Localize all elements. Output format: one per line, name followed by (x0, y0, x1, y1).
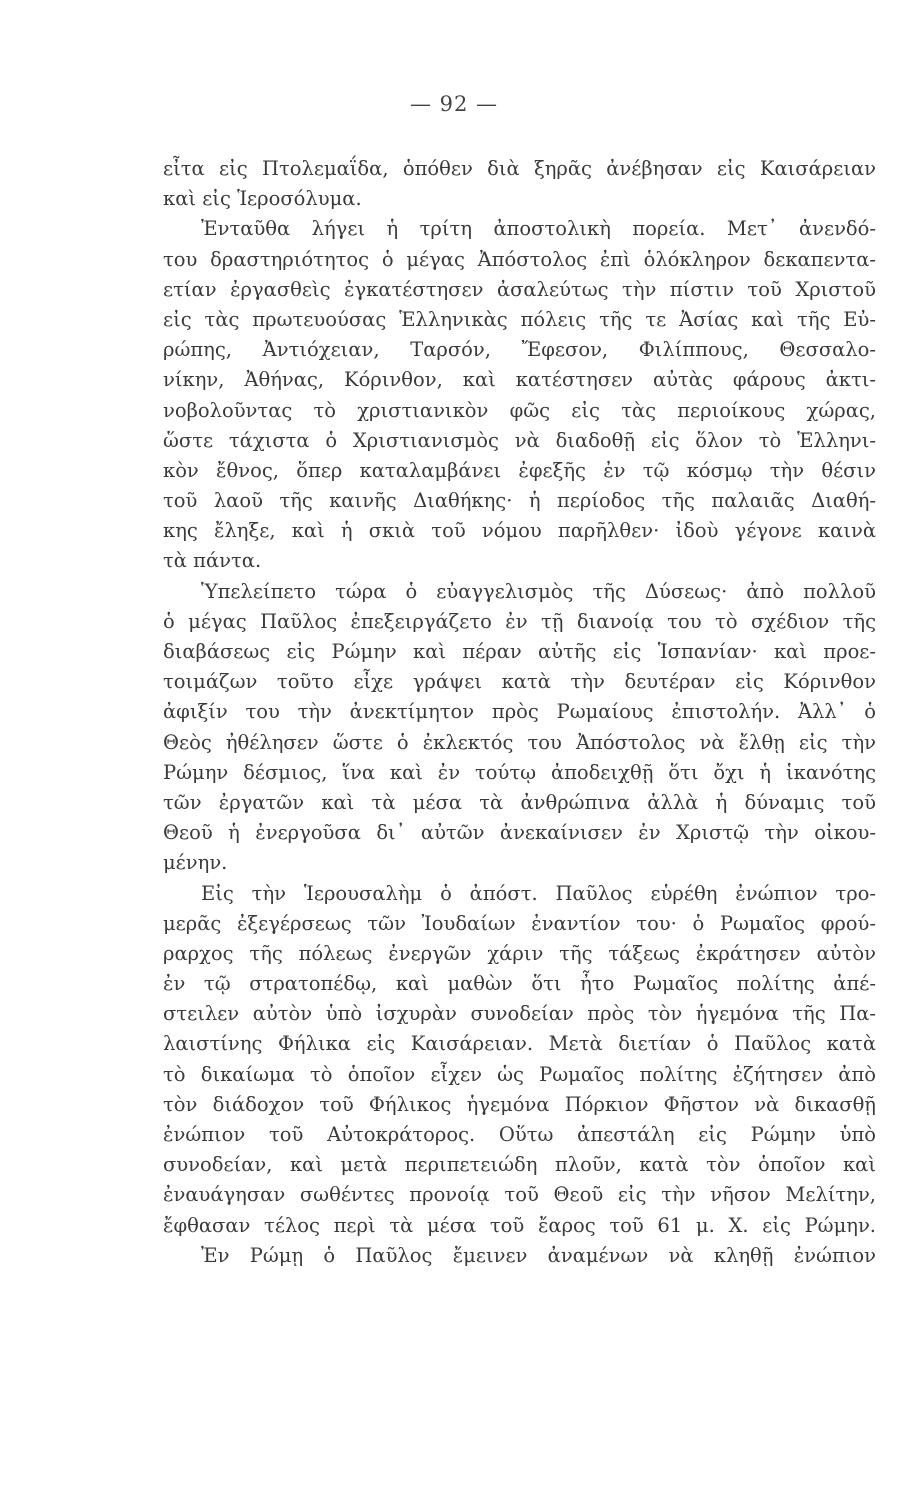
text-line: ετίαν ἐργασθεὶς ἐγκατέστησεν ἀσαλεύτως τὴν πίστιν τοῦ Χριστοῦ (163, 277, 876, 301)
text-line: διαβάσεως εἰς Ρώμην καὶ πέραν αὐτῆς εἰς Ἱσπανίαν· καὶ προε- (163, 640, 876, 663)
text-line: εἰς τὰς πρωτευούσας Ἑλληνικὰς πόλεις τῆς τε Ἀσίας καὶ τῆς Εὐ- (163, 307, 876, 331)
text-line: εἶτα εἰς Πτολεμαΐδα, ὁπόθεν διὰ ξηρᾶς ἀνέβησαν εἰς Καισάρειαν (163, 157, 876, 180)
text-line: Ἐν Ρώμῃ ὁ Παῦλος ἔμεινεν ἀναμένων νὰ κληθῇ ἐνώπιον (201, 1243, 876, 1267)
text-line: Θεὸς ἠθέλησεν ὥστε ὁ ἐκλεκτός του Ἀπόστολος νὰ ἔλθῃ εἰς τὴν (163, 730, 876, 754)
text-line: κὸν ἔθνος, ὅπερ καταλαμβάνει ἐφεξῆς ἐν τῷ κόσμῳ τὴν θέσιν (163, 458, 876, 482)
text-line: τοιμάζων τοῦτο εἶχε γράψει κατὰ τὴν δευτέραν εἰς Κόρινθον (163, 670, 876, 694)
text-line: ὥστε τάχιστα ὁ Χριστιανισμὸς νὰ διαδοθῇ εἰς ὅλον τὸ Ἑλληνι- (163, 428, 876, 452)
text-line: Ἐνταῦθα λήγει ἡ τρίτη ἀποστολικὴ πορεία. Μετ᾽ ἀνενδό- (201, 217, 876, 241)
text-line: μένην. (163, 851, 228, 875)
text-line: ἐνώπιον τοῦ Αὐτοκράτορος. Οὕτω ἀπεστάλη εἰς Ρώμην ὑπὸ (163, 1123, 876, 1146)
text-line: Εἰς τὴν Ἱερουσαλὴμ ὁ ἀπόστ. Παῦλος εὑρέθη ἐνώπιον τρο- (201, 881, 876, 905)
text-line: τὸ δικαίωμα τὸ ὁποῖον εἶχεν ὡς Ρωμαῖος πολίτης ἐζήτησεν ἀπὸ (163, 1062, 876, 1086)
text-line: συνοδείαν, καὶ μετὰ περιπετειώδη πλοῦν, κατὰ τὸν ὁποῖον καὶ (163, 1153, 876, 1177)
text-line: νίκην, Ἀθήνας, Κόρινθον, καὶ κατέστησεν αὐτὰς φάρους ἀκτι- (163, 368, 876, 392)
text-line: τὰ πάντα. (163, 549, 262, 573)
text-line: του δραστηριότητος ὁ μέγας Ἀπόστολος ἐπὶ ὁλόκληρον δεκαπεντα- (163, 247, 876, 271)
text-line: ὁ μέγας Παῦλος ἐπεξειργάζετο ἐν τῇ διανοίᾳ του τὸ σχέδιον τῆς (163, 609, 876, 633)
text-line: Θεοῦ ἡ ἐνεργοῦσα δι᾽ αὐτῶν ἀνεκαίνισεν ἐν Χριστῷ τὴν οἰκου- (163, 821, 876, 845)
text-line: Ρώμην δέσμιος, ἵνα καὶ ἐν τούτῳ ἀποδειχθῇ ὅτι ὄχι ἡ ἱκανότης (163, 760, 876, 784)
text-line: Ὑπελείπετο τώρα ὁ εὐαγγελισμὸς τῆς Δύσεως· ἀπὸ πολλοῦ (201, 579, 876, 603)
page-number: — 92 — (409, 92, 499, 116)
text-line: κης ἔληξε, καὶ ἡ σκιὰ τοῦ νόμου παρῆλθεν· ἰδοὺ γέγονε καινὰ (163, 519, 876, 543)
text-line: ἐν τῷ στρατοπέδῳ, καὶ μαθὼν ὅτι ἦτο Ρωμαῖος πολίτης ἀπέ- (163, 972, 876, 996)
text-line: ἔφθασαν τέλος περὶ τὰ μέσα τοῦ ἔαρος τοῦ 61 μ. Χ. εἰς Ρώμην. (163, 1213, 876, 1237)
text-line: τῶν ἐργατῶν καὶ τὰ μέσα τὰ ἀνθρώπινα ἀλλὰ ἡ δύναμις τοῦ (163, 790, 876, 814)
text-line: ραρχος τῆς πόλεως ἐνεργῶν χάριν τῆς τάξεως ἐκράτησεν αὐτὸν (163, 941, 876, 965)
text-line: καὶ εἰς Ἱεροσόλυμα. (163, 187, 362, 211)
body-text (163, 154, 876, 1271)
text-line: μερᾶς ἐξεγέρσεως τῶν Ἰουδαίων ἐναντίον του· ὁ Ρωμαῖος φρού- (163, 911, 876, 935)
text-line: ρώπης, Ἀντιόχειαν, Ταρσόν, Ἔφεσον, Φιλίππους, Θεσσαλο- (163, 338, 876, 362)
text-line: ἀφιξίν του τὴν ἀνεκτίμητον πρὸς Ρωμαίους ἐπιστολήν. Ἀλλ᾽ ὁ (163, 700, 876, 724)
text-line: τὸν διάδοχον τοῦ Φήλικος ἡγεμόνα Πόρκιον Φῆστον νὰ δικασθῇ (163, 1092, 876, 1116)
text-line: ἐναυάγησαν σωθέντες προνοίᾳ τοῦ Θεοῦ εἰς τὴν νῆσον Μελίτην, (163, 1183, 876, 1207)
text-line: νοβολοῦντας τὸ χριστιανικὸν φῶς εἰς τὰς περιοίκους χώρας, (163, 398, 876, 422)
text-line: στειλεν αὐτὸν ὑπὸ ἰσχυρὰν συνοδείαν πρὸς τὸν ἡγεμόνα τῆς Πα- (163, 1002, 876, 1026)
text-line: λαιστίνης Φήλικα εἰς Καισάρειαν. Μετὰ διετίαν ὁ Παῦλος κατὰ (163, 1032, 876, 1056)
text-line: τοῦ λαοῦ τῆς καινῆς Διαθήκης· ἡ περίοδος τῆς παλαιᾶς Διαθή- (163, 489, 876, 513)
